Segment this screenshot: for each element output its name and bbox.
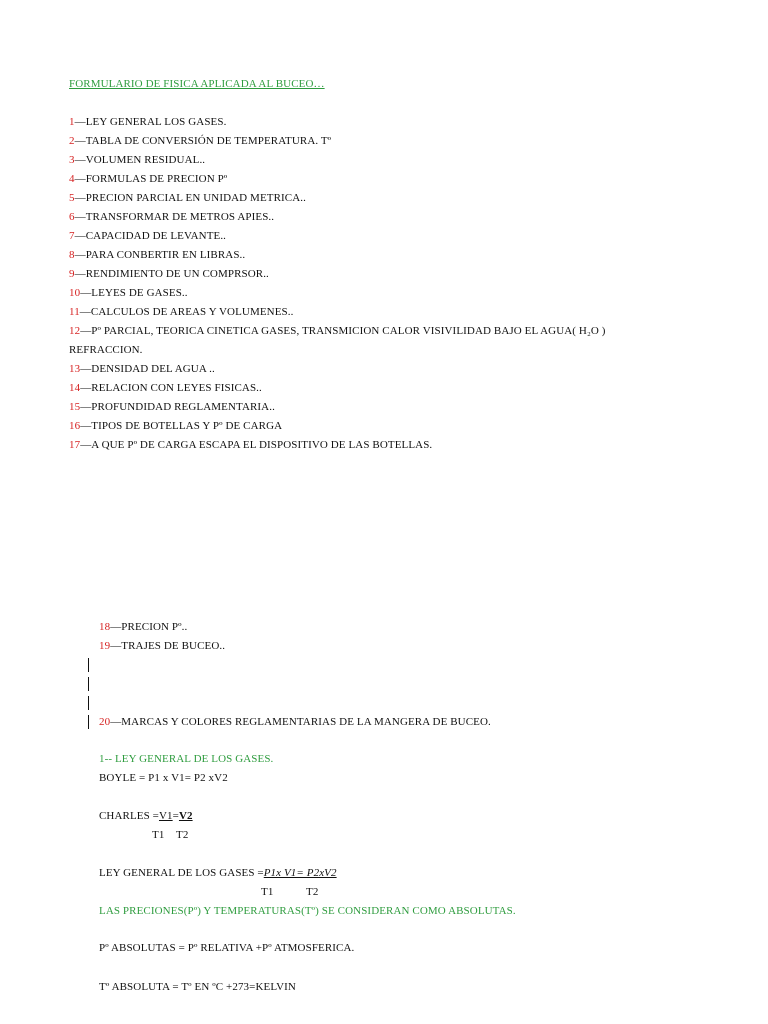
toc-item-label: —A QUE Pº DE CARGA ESCAPA EL DISPOSITIVO DE LAS BOTELLAS. bbox=[80, 439, 433, 451]
charles-equals: = bbox=[172, 810, 179, 822]
toc-item-number: 2 bbox=[69, 135, 75, 147]
toc-item bbox=[69, 400, 275, 414]
toc-item-label: —RELACION CON LEYES FISICAS.. bbox=[80, 382, 262, 394]
toc-item-label: —LEYES DE GASES.. bbox=[80, 287, 188, 299]
charles-t2: T2 bbox=[176, 829, 189, 841]
toc-item bbox=[99, 715, 491, 729]
toc-item-label: REFRACCION. bbox=[69, 344, 143, 356]
toc-item-number: 16 bbox=[69, 420, 81, 432]
toc-item bbox=[69, 286, 188, 300]
toc-item-label: —LEY GENERAL LOS GASES. bbox=[74, 116, 227, 128]
toc-item-number: 15 bbox=[69, 401, 81, 413]
toc-item-label: —PROFUNDIDAD REGLAMENTARIA.. bbox=[80, 401, 275, 413]
toc-item-number: 3 bbox=[69, 154, 75, 166]
toc-item-label: —RENDIMIENTO DE UN COMPRSOR.. bbox=[74, 268, 269, 280]
temperature-absolute-formula: Tº ABSOLUTA = Tº EN ºC +273=KELVIN bbox=[99, 981, 296, 993]
section-heading: 1-- LEY GENERAL DE LOS GASES. bbox=[99, 753, 274, 765]
toc-item bbox=[69, 248, 245, 262]
toc-item bbox=[69, 381, 262, 395]
toc-item bbox=[69, 191, 306, 205]
toc-item-number: 5 bbox=[69, 192, 75, 204]
toc-item-label: —Pº PARCIAL, TEORICA CINETICA GASES, TRANSMICION CALOR VISIVILIDAD BAJO EL AGUA( H₂O ) bbox=[80, 325, 606, 337]
toc-item-number: 14 bbox=[69, 382, 81, 394]
charles-t1: T1 bbox=[152, 829, 165, 841]
toc-item-label: —PARA CONBERTIR EN LIBRAS.. bbox=[74, 249, 246, 261]
toc-item-number: 9 bbox=[69, 268, 75, 280]
toc-item-label: —CAPACIDAD DE LEVANTE.. bbox=[74, 230, 227, 242]
toc-item-label: —FORMULAS DE PRECION Pº bbox=[74, 173, 228, 185]
ley-formula: P1x V1= P2xV2 bbox=[263, 867, 337, 879]
toc-item bbox=[69, 229, 226, 243]
toc-item-label: —DENSIDAD DEL AGUA .. bbox=[80, 363, 215, 375]
toc-item bbox=[69, 153, 205, 167]
absolute-note: LAS PRECIONES(Pº) Y TEMPERATURAS(Tº) SE CONSIDERAN COMO ABSOLUTAS. bbox=[99, 905, 516, 917]
toc-item-label: —VOLUMEN RESIDUAL.. bbox=[74, 154, 206, 166]
toc-item bbox=[69, 267, 269, 281]
margin-bar bbox=[88, 677, 89, 691]
toc-item bbox=[69, 115, 226, 129]
margin-bar bbox=[88, 715, 89, 729]
charles-prefix: CHARLES = bbox=[99, 810, 159, 822]
ley-prefix: LEY GENERAL DE LOS GASES = bbox=[99, 867, 264, 879]
pressure-absolute-formula: Pº ABSOLUTAS = Pº RELATIVA +Pº ATMOSFERICA. bbox=[99, 942, 355, 954]
toc-item bbox=[69, 419, 282, 433]
margin-bar bbox=[88, 658, 89, 672]
toc-item bbox=[69, 324, 606, 338]
ley-t1: T1 bbox=[261, 886, 274, 898]
toc-item-label: —TIPOS DE BOTELLAS Y Pº DE CARGA bbox=[80, 420, 283, 432]
toc-item-number: 13 bbox=[69, 363, 81, 375]
toc-item bbox=[69, 172, 227, 186]
toc-item bbox=[69, 134, 331, 148]
toc-item-number: 19 bbox=[99, 640, 111, 652]
toc-item-label: —PRECION PARCIAL EN UNIDAD METRICA.. bbox=[74, 192, 306, 204]
toc-item-number: 12 bbox=[69, 325, 81, 337]
charles-v2: V2 bbox=[178, 810, 193, 822]
boyle-formula: BOYLE = P1 x V1= P2 xV2 bbox=[99, 772, 228, 784]
toc-item-label: —TABLA DE CONVERSIÓN DE TEMPERATURA. Tº bbox=[74, 135, 332, 147]
toc-item bbox=[99, 620, 187, 634]
toc-item bbox=[99, 639, 225, 653]
toc-item-number: 8 bbox=[69, 249, 75, 261]
toc-item-number: 7 bbox=[69, 230, 75, 242]
document-title: FORMULARIO DE FISICA APLICADA AL BUCEO… bbox=[69, 78, 325, 90]
toc-item-number: 17 bbox=[69, 439, 81, 451]
toc-item bbox=[69, 305, 293, 319]
toc-item-label: —CALCULOS DE AREAS Y VOLUMENES.. bbox=[79, 306, 294, 318]
charles-v1: V1 bbox=[158, 810, 173, 822]
ley-general-formula bbox=[99, 866, 337, 880]
ley-t2: T2 bbox=[306, 886, 319, 898]
margin-bar bbox=[88, 696, 89, 710]
toc-item-number: 18 bbox=[99, 621, 111, 633]
toc-item-number: 10 bbox=[69, 287, 81, 299]
toc-item bbox=[69, 210, 274, 224]
toc-item-label: —PRECION Pº.. bbox=[110, 621, 188, 633]
toc-item-number: 1 bbox=[69, 116, 75, 128]
toc-item-number: 20 bbox=[99, 716, 111, 728]
toc-item bbox=[69, 343, 143, 357]
toc-item-number: 4 bbox=[69, 173, 75, 185]
charles-formula bbox=[99, 809, 193, 823]
toc-item bbox=[69, 438, 432, 452]
toc-item-label: —MARCAS Y COLORES REGLAMENTARIAS DE LA MANGERA DE BUCEO. bbox=[110, 716, 491, 728]
toc-item-label: —TRANSFORMAR DE METROS APIES.. bbox=[74, 211, 275, 223]
toc-item-number: 6 bbox=[69, 211, 75, 223]
toc-item-label: —TRAJES DE BUCEO.. bbox=[110, 640, 226, 652]
toc-item bbox=[69, 362, 215, 376]
toc-item-number: 11 bbox=[69, 306, 80, 318]
